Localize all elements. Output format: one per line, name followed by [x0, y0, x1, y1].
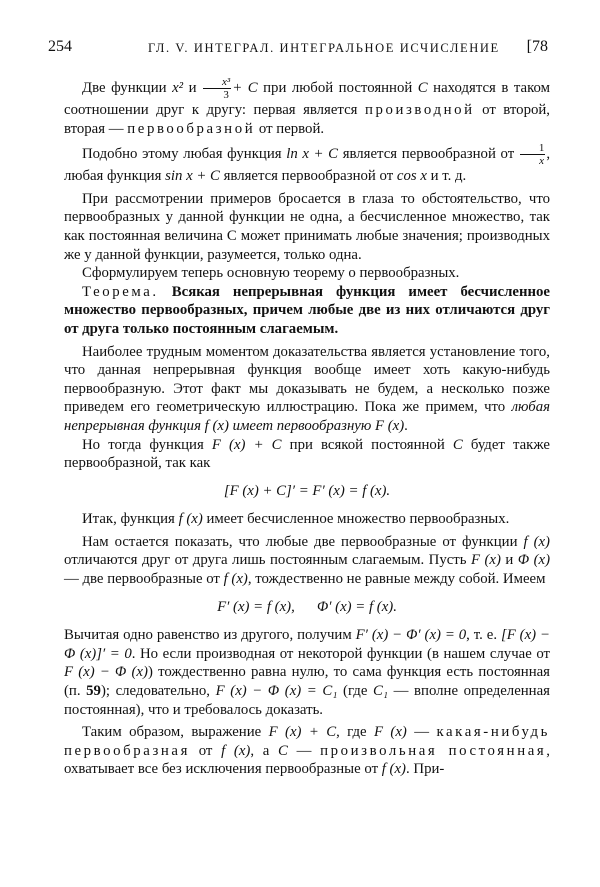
- paragraph-2: Подобно этому любая функция ln x + C является первообразной от $\frac{1}{x}$ , любая функция sin x + C является первообразной от cos x и т. д.: [64, 142, 551, 185]
- paragraph-10: Таким образом, выражение F (x) + C, где F (x) — какая-нибудь первообразная от f (x), а C — произвольная постоянная, охватывает все без исключения первообразные от f (x). При-: [64, 724, 550, 778]
- equation-2b: Φ′ (x) = f (x).: [316, 598, 397, 615]
- fraction-x3-over-3: $\frac{\text{x³}}{3}$: [203, 76, 231, 101]
- equation-2a: F′ (x) = f (x),: [217, 598, 295, 615]
- paragraph-6: Но тогда функция F (x) + C при всякой постоянной C будет также первообразной, так как: [64, 436, 550, 472]
- paragraph-8: Нам остается показать, что любые две первообразные от функции f (x) отличаются друг от друга лишь постоянным слагаемым. Пусть F (x) и Φ (x) — две первообразные от f (x), тождественно не равные между собой. Имеем: [64, 533, 550, 588]
- paragraph-3: При рассмотрении примеров бросается в глаза то обстоятельство, что первообразных у данной функции не одна, а бесчисленное множество, так как постоянная величина C может принимать любые значения; производных же у данной функции, разумеется, только одна.: [64, 190, 550, 263]
- equation-2: [64, 598, 550, 617]
- paragraph-4: Сформулируем теперь основную теорему о первообразных.: [82, 265, 460, 282]
- theorem-label: Теорема.: [82, 283, 159, 300]
- paragraph-1: Две функции x² и $\frac{\text{x³}}{3}$ + C при любой постоянной C находятся в таком соотношении друг к другу: первая является производной от второй, вторая — первообразной от первой.: [64, 76, 550, 137]
- fraction-1-over-x: $\frac{1}{x}$: [520, 142, 546, 167]
- paragraph-5: Наиболее трудным моментом доказательства является установление того, что данная непрерывная функция вообще имеет хоть какую-нибудь первообразную. Этот факт мы доказывать не будем, а несколько позже приведем его геометрическую иллюстрацию. Пока же примем, что любая непрерывная функция f (x) имеет первообразную F (x).: [64, 343, 550, 434]
- page-number: 254: [48, 38, 72, 55]
- paragraph-9: Вычитая одно равенство из другого, получим F′ (x) − Φ′ (x) = 0, т. е. [F (x) − Φ (x)]′ = 0. Но если производная от некоторой функции (в нашем случае от F (x) − Φ (x)) тождественно равна нулю, то сама функция есть постоянная (п. 59); следовательно, F (x) − Φ (x) = C₁ (где C₁ — вполне определенная постоянная), что и требовалось доказать.: [64, 627, 551, 718]
- equation-1: [F (x) + C]′ = F′ (x) = f (x).: [223, 482, 391, 499]
- section-number: [78: [526, 38, 548, 55]
- page-body: [64, 76, 550, 779]
- theorem-text: Всякая непрерывная функция имеет бесчисленное множество первообразных, причем любые две из них отличаются друг от друга только постоянным слагаемым.: [64, 283, 550, 337]
- theorem: [64, 283, 550, 339]
- running-title: ГЛ. V. ИНТЕГРАЛ. ИНТЕГРАЛЬНОЕ ИСЧИСЛЕНИЕ: [148, 41, 500, 55]
- paragraph-7: Итак, функция f (x) имеет бесчисленное множество первообразных.: [82, 511, 510, 528]
- section-reference: 59: [86, 683, 101, 700]
- page-header: [48, 36, 548, 58]
